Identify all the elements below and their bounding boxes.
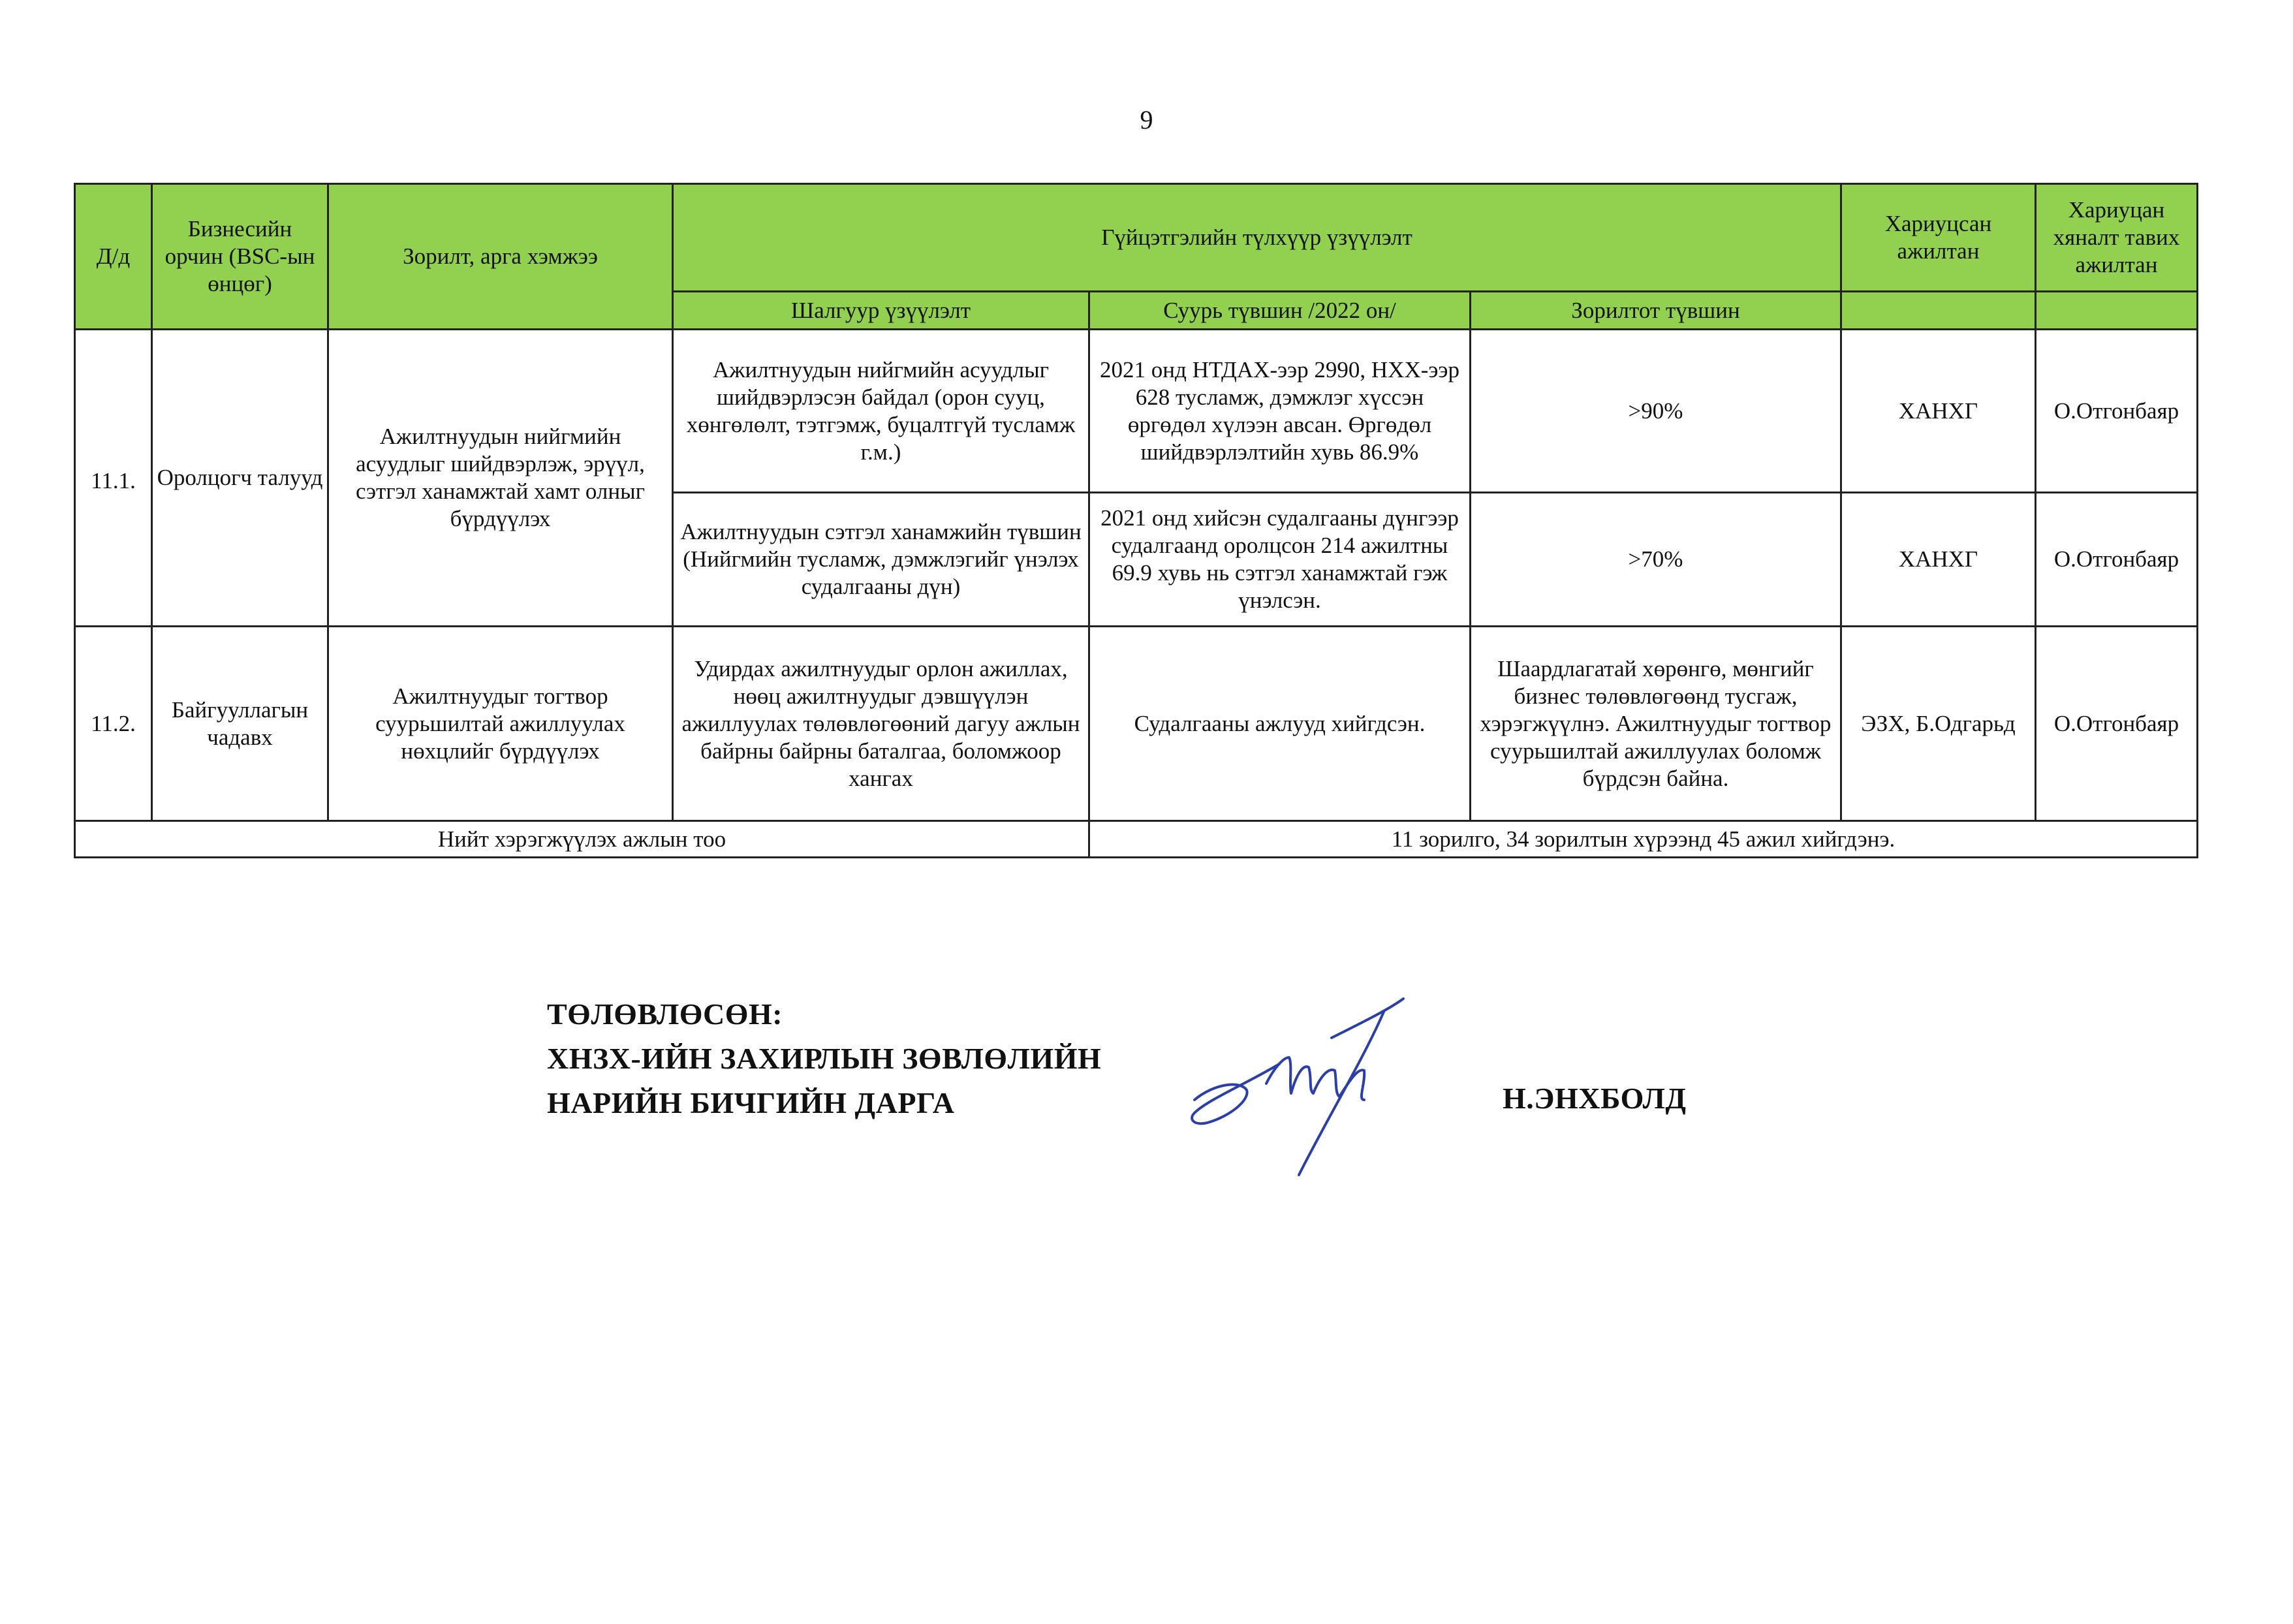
header-num: Д/д xyxy=(75,184,152,330)
header-supervisor: Хариуцан хяналт тавих ажилтан xyxy=(2036,184,2198,292)
kpi-baseline: 2021 онд хийсэн судалгааны дүнгээр судалгаанд оролцсон 214 ажилтны 69.9 хувь нь сэтгэл ханамжтай гэж үнэлсэн. xyxy=(1089,493,1471,627)
supervisor-name: О.Отгонбаяр xyxy=(2036,627,2198,821)
header-kpi-baseline: Суурь түвшин /2022 он/ xyxy=(1089,292,1471,330)
bsc-perspective: Байгууллагын чадавх xyxy=(152,627,328,821)
kpi-criteria: Ажилтнуудын нийгмийн асуудлыг шийдвэрлэсэн байдал (орон сууц, хөнгөлөлт, тэтгэмж, буцалтгүй тусламж г.м.) xyxy=(673,330,1089,493)
plan-table xyxy=(74,183,2198,858)
row-number: 11.1. xyxy=(75,330,152,627)
table-row xyxy=(75,330,2198,493)
signature-stroke xyxy=(1332,999,1403,1038)
kpi-target: >70% xyxy=(1471,493,1841,627)
kpi-baseline: 2021 онд НТДАХ-ээр 2990, НХХ-ээр 628 тусламж, дэмжлэг хүссэн өргөдөл хүлээн авсан. Өргөдөл шийдвэрлэлтийн хувь 86.9% xyxy=(1089,330,1471,493)
signer-name: Н.ЭНХБОЛД xyxy=(1503,1082,1687,1115)
signer-title-line1: ХНЗХ-ИЙН ЗАХИРЛЫН ЗӨВЛӨЛИЙН xyxy=(547,1042,1102,1075)
header-responsible-blank xyxy=(1841,292,2036,330)
signature-stroke xyxy=(1266,1057,1339,1097)
header-kpi: Гүйцэтгэлийн түлхүүр үзүүлэлт xyxy=(673,184,1841,292)
header-kpi-target: Зорилтот түвшин xyxy=(1471,292,1841,330)
page-number: 9 xyxy=(1140,105,1153,134)
total-label: Нийт хэрэгжүүлэх ажлын тоо xyxy=(75,821,1089,858)
responsible-unit: ЭЗХ, Б.Одгарьд xyxy=(1841,627,2036,821)
responsible-unit: ХАНХГ xyxy=(1841,330,2036,493)
signer-title-line2: НАРИЙН БИЧГИЙН ДАРГА xyxy=(547,1086,955,1119)
kpi-target: >90% xyxy=(1471,330,1841,493)
kpi-criteria: Удирдах ажилтнуудыг орлон ажиллах, нөөц ажилтнуудыг дэвшүүлэн ажиллуулах төлөвлөгөөний дагуу ажлын байрны байрны баталгаа, боломжоор хангах xyxy=(673,627,1089,821)
total-value: 11 зорилго, 34 зорилтын хүрээнд 45 ажил хийгдэнэ. xyxy=(1089,821,2198,858)
supervisor-name: О.Отгонбаяр xyxy=(2036,493,2198,627)
kpi-criteria: Ажилтнуудын сэтгэл ханамжийн түвшин (Нийгмийн тусламж, дэмжлэгийг үнэлэх судалгааны дүн) xyxy=(673,493,1089,627)
table-row xyxy=(75,627,2198,821)
supervisor-name: О.Отгонбаяр xyxy=(2036,330,2198,493)
header-goal: Зорилт, арга хэмжээ xyxy=(328,184,673,330)
responsible-unit: ХАНХГ xyxy=(1841,493,2036,627)
header-bsc: Бизнесийн орчин (BSC-ын өнцөг) xyxy=(152,184,328,330)
handwritten-signature xyxy=(1168,986,1482,1181)
goal-text: Ажилтнуудыг тогтвор суурьшилтай ажиллуулах нөхцлийг бүрдүүлэх xyxy=(328,627,673,821)
kpi-target: Шаардлагатай хөрөнгө, мөнгийг бизнес төлөвлөгөөнд тусгаж, хэрэгжүүлнэ. Ажилтнуудыг тогтвор суурьшилтай ажиллуулах боломж бүрдсэн байна. xyxy=(1471,627,1841,821)
signature-stroke xyxy=(1192,1064,1279,1123)
header-supervisor-blank xyxy=(2036,292,2198,330)
header-responsible: Хариуцсан ажилтан xyxy=(1841,184,2036,292)
planned-by-label: ТӨЛӨВЛӨСӨН: xyxy=(547,997,783,1031)
kpi-baseline: Судалгааны ажлууд хийгдсэн. xyxy=(1089,627,1471,821)
bsc-perspective: Оролцогч талууд xyxy=(152,330,328,627)
row-number: 11.2. xyxy=(75,627,152,821)
signature-block xyxy=(547,992,1101,1125)
goal-text: Ажилтнуудын нийгмийн асуудлыг шийдвэрлэж, эрүүл, сэтгэл ханамжтай хамт олныг бүрдүүлэх xyxy=(328,330,673,627)
total-row xyxy=(75,821,2198,858)
header-kpi-criteria: Шалгуур үзүүлэлт xyxy=(673,292,1089,330)
